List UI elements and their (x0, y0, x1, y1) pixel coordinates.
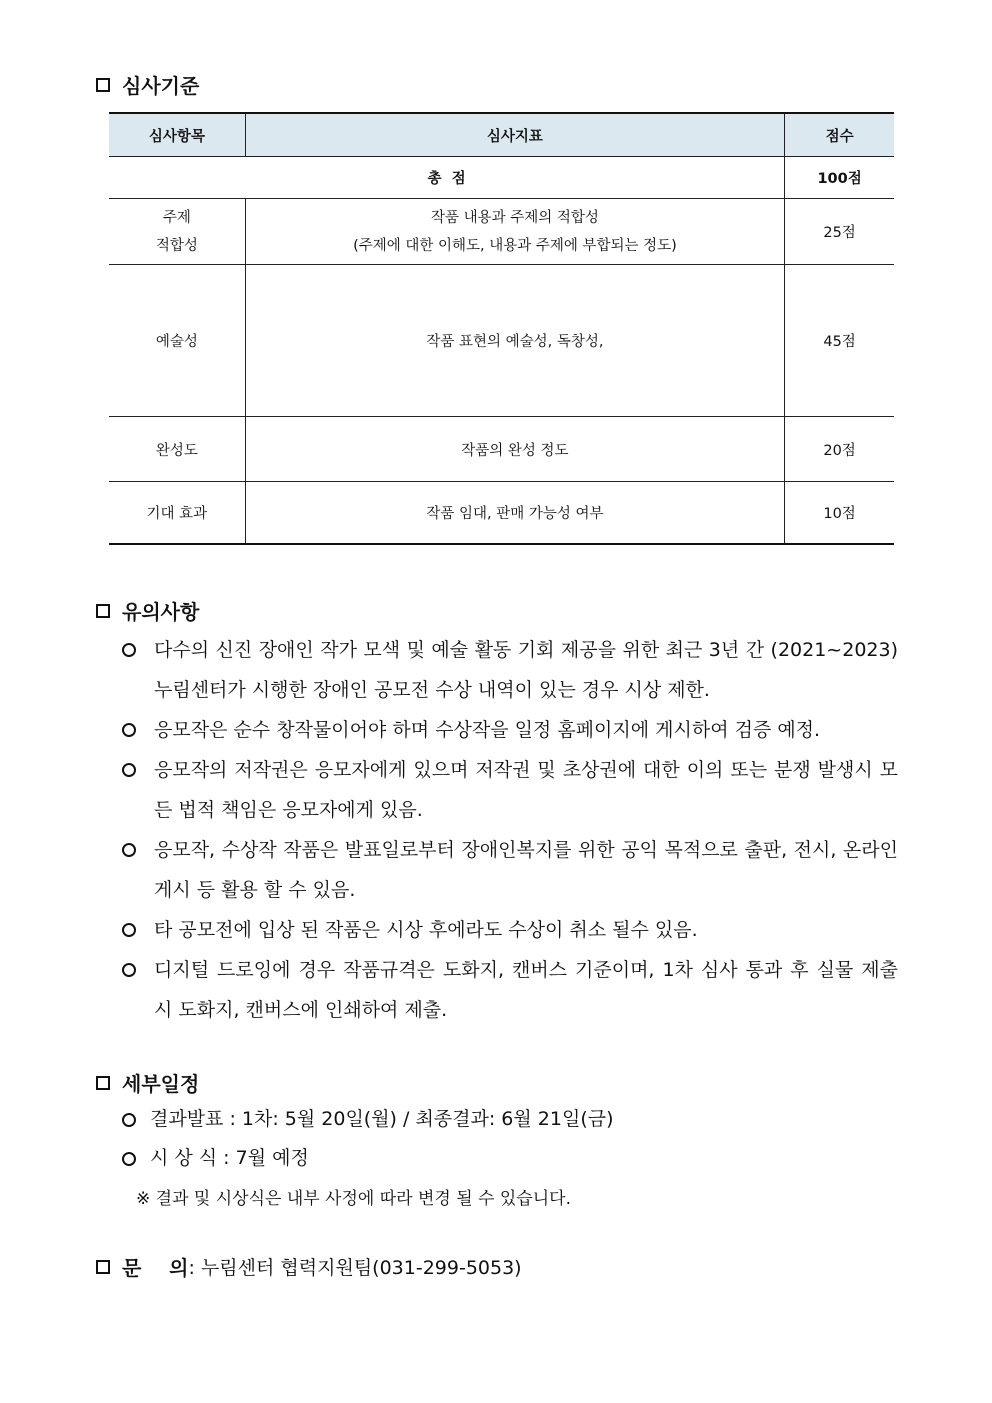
schedule-heading-text: 세부일정 (122, 1072, 200, 1096)
contact-line (96, 1252, 522, 1281)
row-item (109, 199, 245, 265)
checkbox-square-icon (96, 604, 110, 618)
list-item (118, 630, 898, 710)
total-score: 100점 (785, 157, 894, 199)
circle-bullet-icon (122, 643, 136, 657)
schedule-list (118, 1100, 614, 1178)
row-indicator: 작품의 완성 정도 (245, 417, 785, 482)
circle-bullet-icon (122, 1113, 136, 1127)
row-score: 45점 (785, 265, 894, 417)
circle-bullet-icon (122, 963, 136, 977)
contact-label: 문 의 (122, 1256, 189, 1280)
table-row (109, 482, 894, 544)
row-score: 25점 (785, 199, 894, 265)
table-row (109, 199, 894, 265)
row-item-line2: 적합성 (155, 237, 198, 254)
checkbox-square-icon (96, 78, 110, 92)
note-text: 응모작은 순수 창작물이어야 하며 수상작을 일정 홈페이지에 게시하여 검증 예정. (154, 719, 821, 741)
criteria-heading (96, 70, 199, 99)
list-item (118, 710, 898, 750)
row-indicator: 작품 임대, 판매 가능성 여부 (245, 482, 785, 544)
header-score: 점수 (785, 113, 894, 157)
note-text: 응모작, 수상작 작품은 발표일로부터 장애인복지를 위한 공익 목적으로 출판, 전시, 온라인 게시 등 활용 할 수 있음. (154, 839, 898, 901)
row-score: 20점 (785, 417, 894, 482)
list-item (118, 830, 898, 910)
notes-heading-text: 유의사항 (122, 600, 200, 624)
table-row (109, 265, 894, 417)
notes-list (118, 630, 898, 1030)
schedule-text: 시 상 식 : 7월 예정 (150, 1147, 309, 1169)
table-header-row (109, 113, 894, 157)
list-item (118, 950, 898, 1030)
circle-bullet-icon (122, 923, 136, 937)
note-text: 타 공모전에 입상 된 작품은 시상 후에라도 수상이 취소 될수 있음. (154, 919, 698, 941)
schedule-text: 결과발표 : 1차: 5월 20일(월) / 최종결과: 6월 21일(금) (150, 1108, 614, 1130)
row-item: 예술성 (109, 265, 245, 417)
checkbox-square-icon (96, 1076, 110, 1090)
circle-bullet-icon (122, 723, 136, 737)
circle-bullet-icon (122, 763, 136, 777)
schedule-heading (96, 1068, 199, 1097)
contact-value: : 누림센터 협력지원팀(031-299-5053) (188, 1257, 522, 1279)
notes-heading (96, 596, 199, 625)
list-item (118, 910, 898, 950)
note-text: 다수의 신진 장애인 작가 모색 및 예술 활동 기회 제공을 위한 최근 3년 간 (2021~2023) 누림센터가 시행한 장애인 공모전 수상 내역이 있는 경우 시상 제한. (154, 639, 898, 701)
checkbox-square-icon (96, 1260, 110, 1274)
row-indicator-line1: 작품 내용과 주제의 적합성 (430, 209, 599, 226)
schedule-remark: ※ 결과 및 시상식은 내부 사정에 따라 변경 될 수 있습니다. (136, 1189, 571, 1209)
row-indicator-line2: (주제에 대한 이해도, 내용과 주제에 부합되는 정도) (353, 237, 677, 254)
table-row (109, 417, 894, 482)
row-item: 완성도 (109, 417, 245, 482)
header-item: 심사항목 (109, 113, 245, 157)
row-item: 기대 효과 (109, 482, 245, 544)
row-score: 10점 (785, 482, 894, 544)
criteria-table (109, 112, 894, 545)
note-text: 응모작의 저작권은 응모자에게 있으며 저작권 및 초상권에 대한 이의 또는 분쟁 발생시 모든 법적 책임은 응모자에게 있음. (154, 759, 898, 821)
list-item (118, 750, 898, 830)
header-indicator: 심사지표 (245, 113, 785, 157)
total-label: 총 점 (109, 157, 785, 199)
row-indicator (245, 199, 785, 265)
list-item (118, 1139, 614, 1178)
circle-bullet-icon (122, 1152, 136, 1166)
row-item-line1: 주제 (162, 209, 191, 226)
row-indicator: 작품 표현의 예술성, 독창성, (245, 265, 785, 417)
total-row (109, 157, 894, 199)
note-text: 디지털 드로잉에 경우 작품규격은 도화지, 캔버스 기준이며, 1차 심사 통과 후 실물 제출 시 도화지, 캔버스에 인쇄하여 제출. (154, 959, 898, 1021)
circle-bullet-icon (122, 843, 136, 857)
criteria-heading-text: 심사기준 (122, 74, 200, 98)
list-item (118, 1100, 614, 1139)
